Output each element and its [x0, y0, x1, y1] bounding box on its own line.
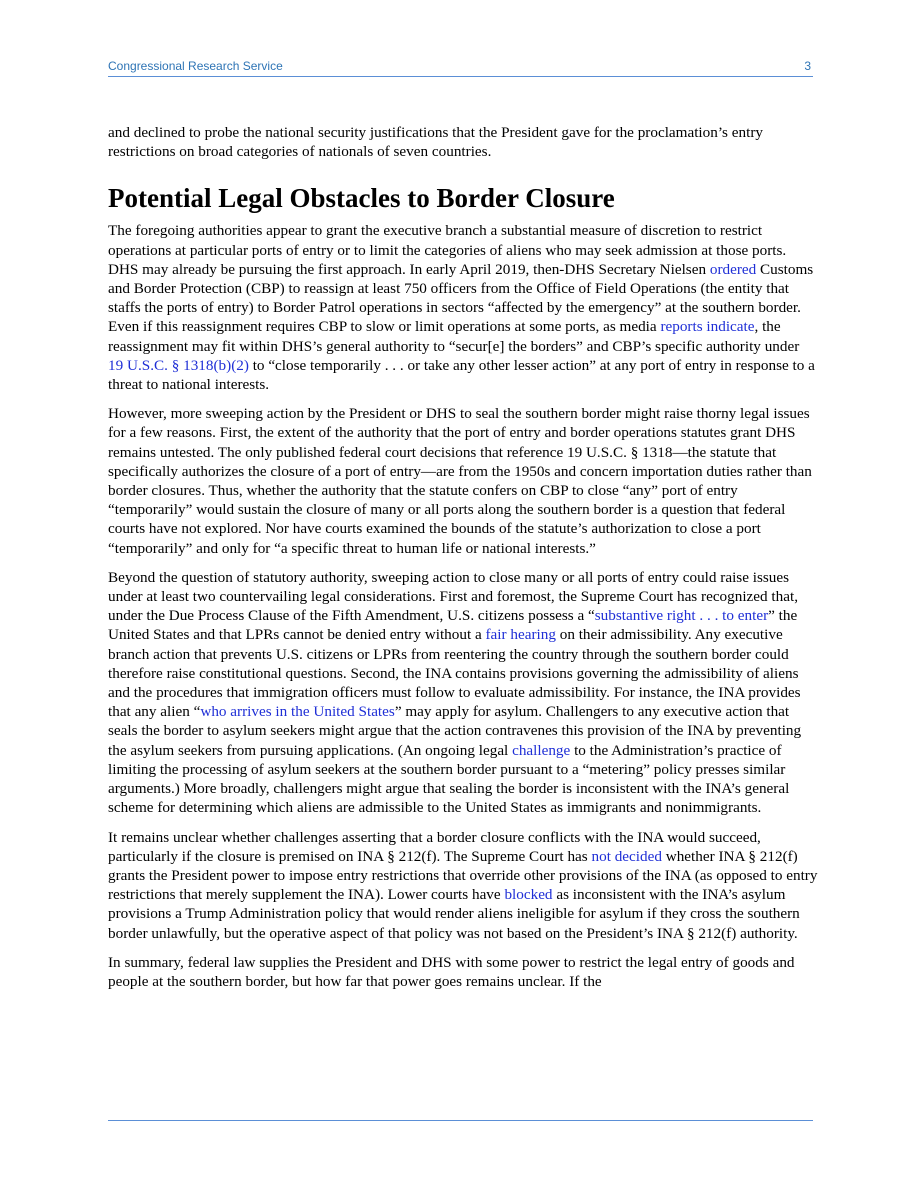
text-run: to “close temporarily . . . or take any other lesser action” at any port of entry in response to a threat to national interests. [108, 356, 815, 394]
link-reports-indicate[interactable]: reports indicate [660, 318, 755, 336]
text-run: ” the United States and that LPRs cannot be denied entry without a [108, 607, 798, 644]
paragraph-countervailing-considerations [108, 568, 818, 818]
link-not-decided[interactable]: not decided [591, 847, 662, 865]
link-challenge[interactable]: challenge [512, 741, 571, 759]
header-page-number: 3 [804, 59, 811, 73]
link-substantive-right[interactable]: substantive right . . . to enter [594, 607, 769, 625]
page-header [108, 58, 813, 77]
link-19-usc-1318[interactable]: 19 U.S.C. § 1318(b)(2) [108, 356, 249, 374]
header-organization: Congressional Research Service [108, 59, 283, 73]
paragraph-port-reassignment [108, 221, 818, 394]
text-run: , the reassignment may fit within DHS’s general authority to “secur[e] the borders” and CBP’s specific authority under [108, 318, 800, 355]
footer-rule [108, 1120, 813, 1121]
text-run: ” may apply for asylum. Challengers to any executive action that seals the border to asylum seekers might argue that the action contravenes this provision of the INA by preventing the asylum seekers from pursuing applications. (An ongoing legal [108, 703, 802, 759]
text-run: whether INA § 212(f) grants the President power to impose entry restrictions that override other provisions of the INA (as opposed to entry restrictions that merely supplement the INA). Lower courts have [108, 847, 818, 904]
text-run: The foregoing authorities appear to grant the executive branch a substantial measure of discretion to restrict operations at particular ports of entry or to limit the categories of aliens who may seek admission at those ports. DHS may already be pursuing the first approach. In early April 2019, then-DHS Secretary Nielsen [108, 222, 787, 278]
link-blocked[interactable]: blocked [504, 886, 553, 904]
paragraph-sweeping-action: However, more sweeping action by the President or DHS to seal the southern border might raise thorny legal issues for a few reasons. First, the extent of the authority that the port of entry and border operations statutes grant DHS remains untested. The only published federal court decisions that reference 19 U.S.C. § 1318—the statute that specifically authorizes the closure of a port of entry—are from the 1950s and concern importation duties rather than border closures. Thus, whether the authority that the statute confers on CBP to close “any” port of entry “temporarily” would sustain the closure of many or all ports along the southern border is a question that federal courts have not explored. Nor have courts examined the bounds of the statute’s authorization to close a port “temporarily” and only for “a specific threat to human life or national interests.” [108, 405, 812, 557]
document-body [108, 123, 818, 1001]
text-run: It remains unclear whether challenges asserting that a border closure conflicts with the INA would succeed, particularly if the closure is premised on INA § 212(f). The Supreme Court has [108, 828, 761, 865]
intro-paragraph: and declined to probe the national security justifications that the President gave for the proclamation’s entry restrictions on broad categories of nationals of seven countries. [108, 124, 763, 161]
link-ordered[interactable]: ordered [709, 260, 757, 278]
paragraph-ina-212f [108, 828, 818, 943]
link-who-arrives[interactable]: who arrives in the United States [200, 703, 395, 721]
paragraph-summary: In summary, federal law supplies the President and DHS with some power to restrict the legal entry of goods and people at the southern border, but how far that power goes remains unclear. If the [108, 953, 795, 990]
text-run: Beyond the question of statutory authority, sweeping action to close many or all ports of entry could raise issues under at least two countervailing legal considerations. First and foremost, the Supreme Court has recognized that, under the Due Process Clause of the Fifth Amendment, U.S. citizens possess a “ [108, 568, 799, 625]
text-run: Customs and Border Protection (CBP) to reassign at least 750 officers from the Office of Field Operations (the entity that staffs the ports of entry) to Border Patrol operations in sectors “affected by the emergency” at the southern border. Even if this reassignment requires CBP to slow or limit operations at some ports, as media [108, 260, 814, 336]
text-run: to the Administration’s practice of limiting the processing of asylum seekers at the southern border pursuant to a “metering” policy presses similar arguments.) More broadly, challengers might argue that sealing the border is inconsistent with the INA’s general scheme for determining which aliens are admissible to the United States as immigrants and nonimmigrants. [108, 741, 790, 817]
link-fair-hearing[interactable]: fair hearing [485, 626, 556, 644]
text-run: on their admissibility. Any executive branch action that prevents U.S. citizens or LPRs from reentering the country through the southern border could therefore raise constitutional questions. Second, the INA contains provisions governing the admissibility of aliens and the procedures that immigration officers must follow to evaluate admissibility. For instance, the INA provides that any alien “ [108, 626, 801, 721]
section-heading: Potential Legal Obstacles to Border Closure [108, 183, 615, 214]
text-run: as inconsistent with the INA’s asylum provisions a Trump Administration policy that would render aliens ineligible for asylum if they cross the southern border unlawfully, but the operative aspect of that policy was not based on the President’s INA § 212(f) authority. [108, 886, 800, 942]
